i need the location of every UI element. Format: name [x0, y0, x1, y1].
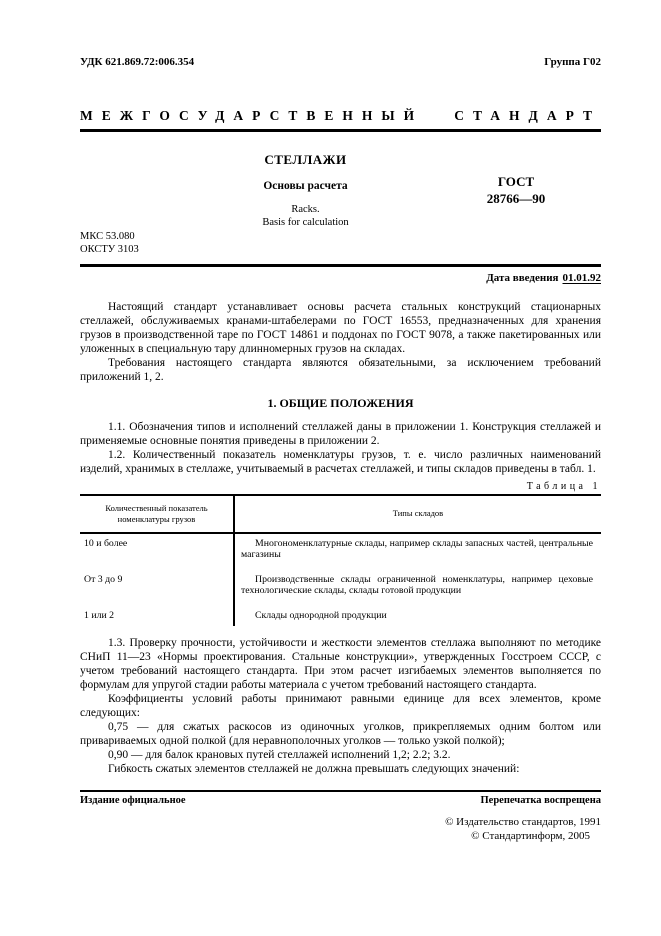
- title-block: [80, 152, 601, 229]
- table-row-2-quantity: От 3 до 9: [80, 570, 235, 606]
- table-header-types: Типы складов: [235, 496, 601, 534]
- gost-designation-line1: ГОСТ: [497, 174, 535, 189]
- section-1-heading: 1. ОБЩИЕ ПОЛОЖЕНИЯ: [267, 395, 414, 410]
- title-center: [180, 152, 431, 229]
- gost-designation: [431, 173, 601, 229]
- copyright-line-2: © Стандартинформ, 2005: [471, 830, 590, 842]
- standard-type-banner: МЕЖГОСУДАРСТВЕННЫЙ СТАНДАРТ: [80, 108, 601, 132]
- warehouse-types-table: [80, 494, 601, 627]
- title-english: [180, 203, 431, 229]
- classification-row: [80, 56, 601, 68]
- paragraph-coeff-075: 0,75 — для сжатых раскосов из одиночных уголков, прикрепляемых одним болтом или привариваемых одной полкой (для неравнополочных уголков — только узкой полкой);: [80, 721, 601, 747]
- date-value: 01.01.92: [562, 271, 601, 284]
- table-row-1-quantity: 10 и более: [80, 534, 235, 570]
- table-row-3-quantity: 1 или 2: [80, 606, 235, 627]
- gost-designation-line2: 28766—90: [486, 191, 546, 206]
- title-left-spacer: [80, 152, 180, 229]
- footer-row: [80, 795, 601, 806]
- official-edition-label: Издание официальное: [80, 795, 186, 806]
- copyright-block: [80, 815, 601, 843]
- table-row-2-type: Производственные склады ограниченной номенклатуры, например цеховые технологические склады, склады готовой продукции: [241, 573, 593, 596]
- title-english-line2: Basis for calculation: [262, 217, 349, 228]
- date-label: Дата введения: [486, 271, 559, 284]
- paragraph-1-1: 1.1. Обозначения типов и исполнений стеллажей даны в приложении 1. Конструкция стеллажей и применяемые основные понятия приведены в приложении 2.: [80, 420, 601, 447]
- horizontal-rule-top: [80, 264, 601, 267]
- paragraph-1-3: 1.3. Проверку прочности, устойчивости и жесткости элементов стеллажа выполняют по методике СНиП 11—23 «Нормы проектирования. Стальные конструкции», утвержденных Госстроем СССР, с учетом требований настоящего стандарта. При этом расчет изгибаемых элементов выполняется по формулам для упругой стадии работы материала с учетом требований настоящего стандарта.: [80, 637, 601, 691]
- reprint-prohibited-label: Перепечатка воспрещена: [480, 795, 601, 806]
- okstu-code: ОКСТУ 3103: [80, 243, 139, 255]
- paragraph-1-2: 1.2. Количественный показатель номенклатуры грузов, т. е. число различных наименований изделий, хранимых в стеллаже, учитываемый в расчетах стеллажей, и типы складов приведены в табл. 1.: [80, 448, 601, 475]
- title-english-line1: Racks.: [291, 204, 320, 215]
- copyright-line-1: © Издательство стандартов, 1991: [445, 816, 601, 828]
- codes-block: [80, 231, 601, 256]
- udk-code: УДК 621.869.72:006.354: [80, 56, 195, 68]
- group-code: Группа Г02: [544, 56, 601, 68]
- paragraph-flexibility: Гибкость сжатых элементов стеллажей не должна превышать следующих значений:: [108, 763, 520, 775]
- footer-rule: [80, 790, 601, 792]
- document-body: [80, 300, 601, 777]
- document-title: СТЕЛЛАЖИ: [264, 152, 347, 167]
- table-1-label: Таблица 1: [526, 480, 601, 492]
- table-row-1-type: Многономенклатурные склады, например склады запасных частей, центральные магазины: [241, 537, 593, 560]
- paragraph-coeff-090: 0,90 — для балок крановых путей стеллажей исполнений 1,2; 2.2; 3.2.: [108, 749, 451, 761]
- table-header-quantity: Количественный показатель номенклатуры грузов: [80, 496, 235, 534]
- introduction-date-line: [80, 272, 601, 284]
- document-subtitle: Основы расчета: [263, 180, 348, 192]
- table-row-3-type: Склады однородной продукции: [255, 609, 387, 621]
- mks-code: МКС 53.080: [80, 231, 135, 242]
- intro-paragraph-2: Требования настоящего стандарта являются обязательными, за исключением требований приложений 1, 2.: [80, 356, 601, 383]
- intro-paragraph-1: Настоящий стандарт устанавливает основы расчета стальных конструкций стационарных стеллажей, обслуживаемых кранами-штабелерами по ГОСТ 16553, предназначенных для хранения грузов в производственной таре по ГОСТ 14861 и поддонах по ГОСТ 9078, а также пакетированных или уложенных в специальную тару длинномерных грузов на складах.: [80, 300, 601, 355]
- paragraph-coefficients: Коэффициенты условий работы принимают равными единице для всех элементов, кроме следующих:: [80, 693, 601, 719]
